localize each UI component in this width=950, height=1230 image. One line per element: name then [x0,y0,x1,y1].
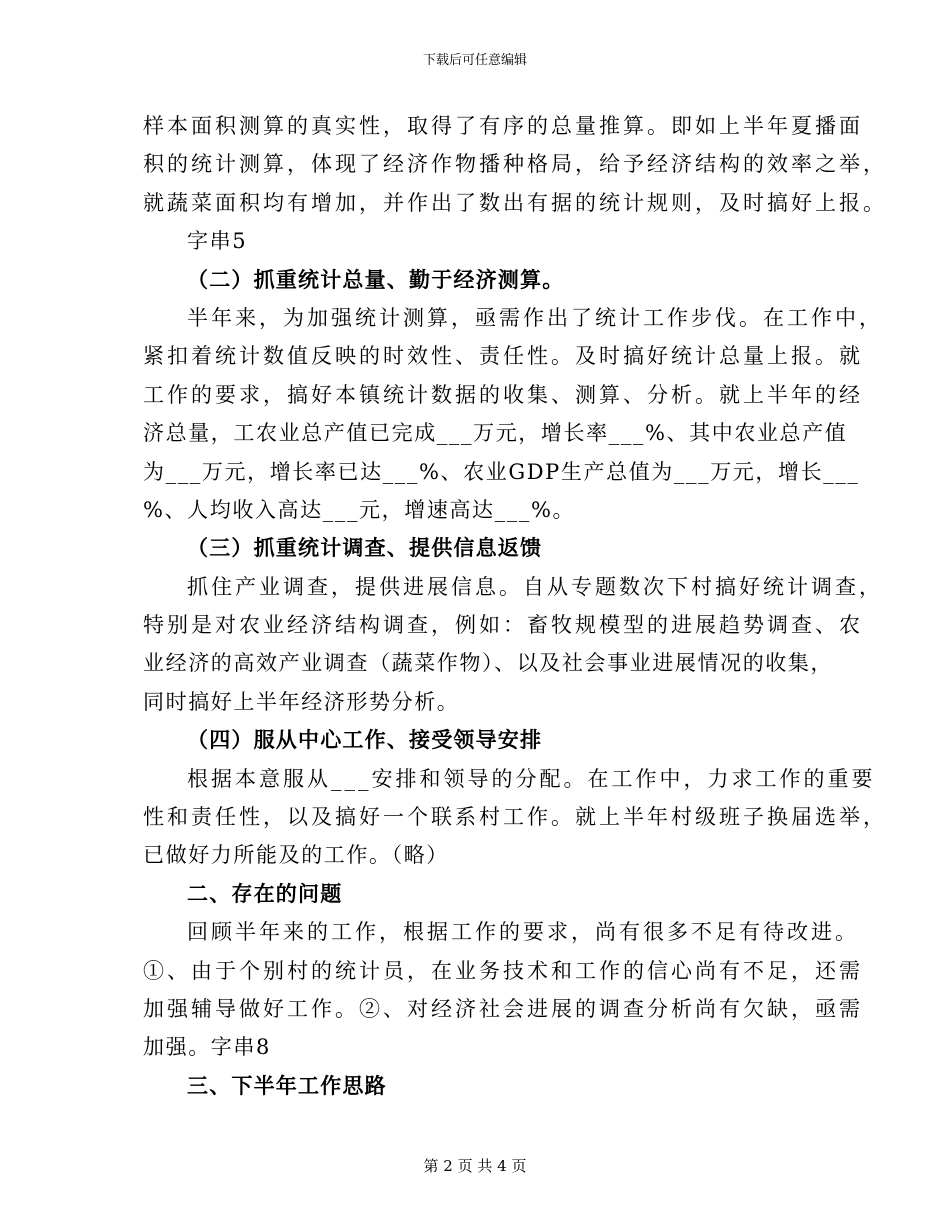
paragraph-line: 半年来，为加强统计测算，亟需作出了统计工作步伐。在工作中， [187,305,883,330]
paragraph-line: ①、由于个别村的统计员，在业务技术和工作的信心尚有不足，还需 [143,958,863,983]
document-body [143,107,887,1105]
section-heading: （四）服从中心工作、接受领导安排 [187,727,543,753]
paragraph-line: 紧扣着统计数值反映的时效性、责任性。及时搞好统计总量上报。就 [143,344,863,369]
page-header: 下载后可任意编辑 [422,53,527,68]
section-heading: （三）抓重统计调查、提供信息返馈 [187,535,543,561]
page-number: 第 2 页 共 4 页 [423,1157,527,1175]
paragraph-line: 根据本意服从___安排和领导的分配。在工作中，力求工作的重要 [187,766,876,791]
paragraph-line: %、人均收入高达___元，增速高达___%。 [143,497,576,522]
paragraph-line: 加强。字串8 [143,1035,271,1060]
section-heading: 二、存在的问题 [187,880,343,906]
paragraph-line: 工作的要求，搞好本镇统计数据的收集、测算、分析。就上半年的经 [143,382,863,407]
paragraph-line: 济总量，工农业总产值已完成___万元，增长率___%、其中农业总产值 [143,421,848,446]
paragraph-line: 同时搞好上半年经济形势分析。 [143,689,460,714]
paragraph-line: 为___万元，增长率已达___%、农业GDP生产总值为___万元，增长___ [143,459,860,484]
paragraph-line: 加强辅导做好工作。②、对经济社会进展的调查分析尚有欠缺，亟需 [143,996,863,1021]
paragraph-line: 回顾半年来的工作，根据工作的要求，尚有很多不足有待改进。 [187,920,859,945]
paragraph-line: 业经济的高效产业调查（蔬菜作物）、以及社会事业进展情况的收集， [143,651,834,676]
paragraph-line: 字串5 [187,229,248,254]
paragraph-line: 特别是对农业经济结构调查，例如：畜牧规模型的进展趋势调查、农 [143,613,863,638]
paragraph-line: 积的统计测算，体现了经济作物播种格局，给予经济结构的效率之举， [143,152,887,177]
paragraph-line: 已做好力所能及的工作。（略） [143,843,449,868]
paragraph-line: 就蔬菜面积均有增加，并作出了数出有据的统计规则，及时搞好上报。 [143,190,887,215]
paragraph-line: 性和责任性，以及搞好一个联系村工作。就上半年村级班子换届选举， [143,805,887,830]
paragraph-line: 样本面积测算的真实性，取得了有序的总量推算。即如上半年夏播面 [143,114,863,138]
section-heading: （二）抓重统计总量、勤于经济测算。 [187,266,565,292]
paragraph-line: 抓住产业调查，提供进展信息。自从专题数次下村搞好统计调查， [187,574,883,599]
section-heading: 三、下半年工作思路 [187,1072,387,1098]
